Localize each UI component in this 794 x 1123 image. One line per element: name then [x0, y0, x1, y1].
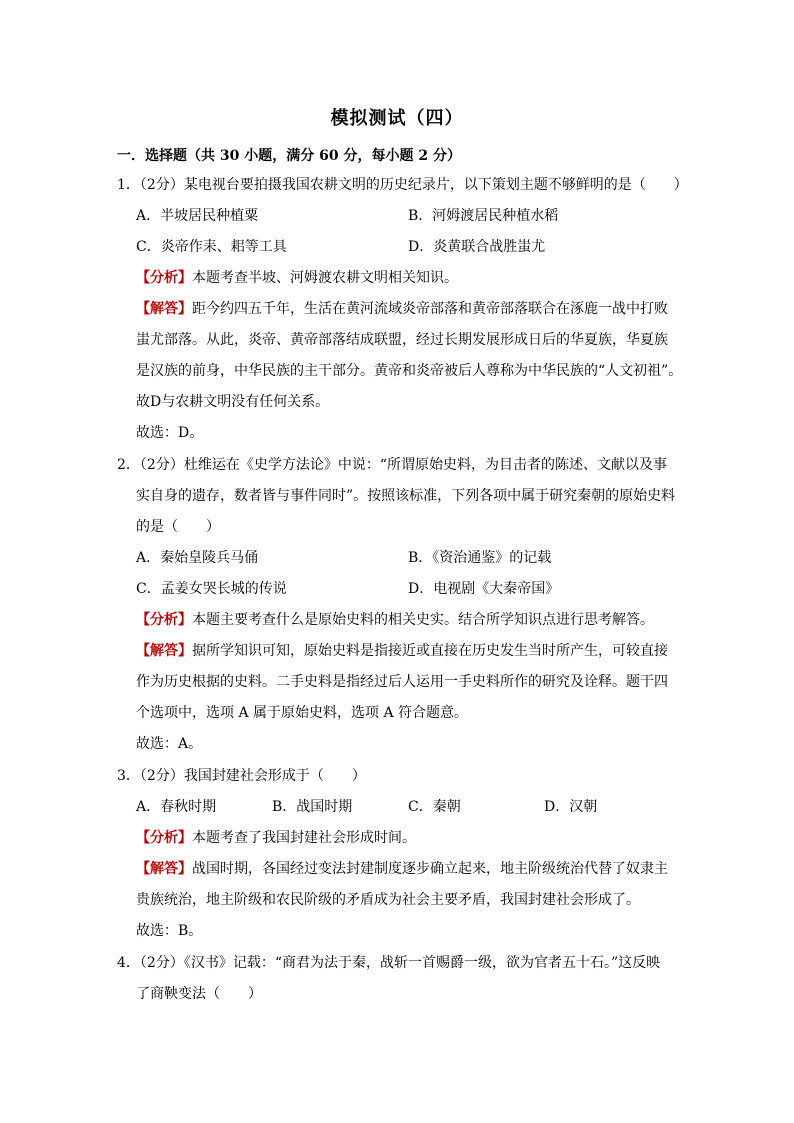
answer-text: 距今约四五千年，生活在黄河流域炎帝部落和黄帝部落联合在涿鹿一战中打败: [192, 301, 668, 317]
result: 故选：B。: [136, 923, 203, 939]
analysis-text: 本题考查半坡、河姆渡农耕文明相关知识。: [192, 270, 458, 286]
answer-text: 作为历史根据的史料。二手史料是指经过后人运用一手史料所作的研究及诠释。题干四: [136, 674, 668, 690]
question-stem: 4．（2分）《汉书》记载：“商君为法于秦，战斩一首赐爵一级，欲为官者五十石。”这反映: [117, 955, 661, 971]
result: 故选：A。: [136, 736, 203, 752]
options-row: [117, 792, 697, 823]
answer: [117, 294, 697, 325]
answer-text: 个选项中，选项 A 属于原始史料，选项 A 符合题意。: [136, 705, 469, 721]
analysis: [117, 263, 697, 294]
question-stem: 了商鞅变法（ ）: [136, 986, 262, 1002]
option-d: D．炎黄联合战胜蚩尤: [408, 239, 546, 255]
analysis: [117, 823, 697, 854]
analysis-tag: 【分析】: [136, 830, 192, 846]
option-c: C．孟姜女哭长城的传说: [136, 581, 287, 597]
analysis-text: 本题考查了我国封建社会形成时间。: [192, 830, 416, 846]
option-a: A．春秋时期: [136, 799, 217, 815]
question-1: [117, 170, 697, 449]
result: 故选：D。: [136, 425, 204, 441]
question-stem: 的是（ ）: [136, 519, 220, 535]
options-row: [117, 201, 697, 232]
answer: [117, 854, 697, 885]
option-a: A．半坡居民种植粟: [136, 208, 259, 224]
question-stem: 3．（2分）我国封建社会形成于（ ）: [117, 768, 366, 784]
option-b: B．战国时期: [272, 799, 353, 815]
answer-tag: 【解答】: [136, 301, 192, 317]
option-d: D．电视剧《大秦帝国》: [408, 581, 560, 597]
analysis-text: 本题主要考查什么是原始史料的相关史实。结合所学知识点进行思考解答。: [192, 612, 654, 628]
options-row: [117, 232, 697, 263]
answer-text: 贵族统治，地主阶级和农民阶级的矛盾成为社会主要矛盾，我国封建社会形成了。: [136, 892, 640, 908]
question-2: [117, 450, 697, 760]
question-stem: 2．（2分）杜维运在《史学方法论》中说：“所谓原始史料，为目击者的陈述、文献以及事: [117, 457, 667, 473]
option-c: C．炎帝作耒、耜等工具: [136, 239, 287, 255]
options-row: [117, 574, 697, 605]
answer-text: 据所学知识可知，原始史料是指接近或直接在历史发生当时所产生，可较直接: [192, 643, 668, 659]
option-a: A．秦始皇陵兵马俑: [136, 550, 259, 566]
analysis-tag: 【分析】: [136, 270, 192, 286]
option-b: B．河姆渡居民种植水稻: [408, 208, 559, 224]
answer-text: 是汉族的前身，中华民族的主干部分。黄帝和炎帝被后人尊称为中华民族的“人文初祖”。: [136, 363, 683, 379]
answer: [117, 636, 697, 667]
options-row: [117, 543, 697, 574]
section-heading: 一．选择题（共 30 小题，满分 60 分，每小题 2 分）: [117, 148, 461, 164]
option-d: D．汉朝: [544, 799, 598, 815]
answer-tag: 【解答】: [136, 643, 192, 659]
answer-text: 战国时期，各国经过变法封建制度逐步确立起来，地主阶级统治代替了奴隶主: [192, 861, 668, 877]
analysis-tag: 【分析】: [136, 612, 192, 628]
question-stem: 1．（2分）某电视台要拍摄我国农耕文明的历史纪录片，以下策划主题不够鲜明的是（ ）: [117, 177, 688, 193]
option-c: C．秦朝: [408, 799, 461, 815]
page-title: 模拟测试（四）: [330, 108, 464, 129]
analysis: [117, 605, 697, 636]
question-4: [117, 948, 697, 1010]
answer-text: 蚩尤部落。从此，炎帝、黄帝部落结成联盟，经过长期发展形成日后的华夏族，华夏族: [136, 332, 668, 348]
option-b: B．《资治通鉴》的记载: [408, 550, 552, 566]
answer-text: 故D与农耕文明没有任何关系。: [136, 394, 330, 410]
question-3: [117, 761, 697, 947]
answer-tag: 【解答】: [136, 861, 192, 877]
question-stem: 实自身的遗存，数者皆与事件同时”。按照该标准，下列各项中属于研究秦朝的原始史料: [136, 488, 676, 504]
